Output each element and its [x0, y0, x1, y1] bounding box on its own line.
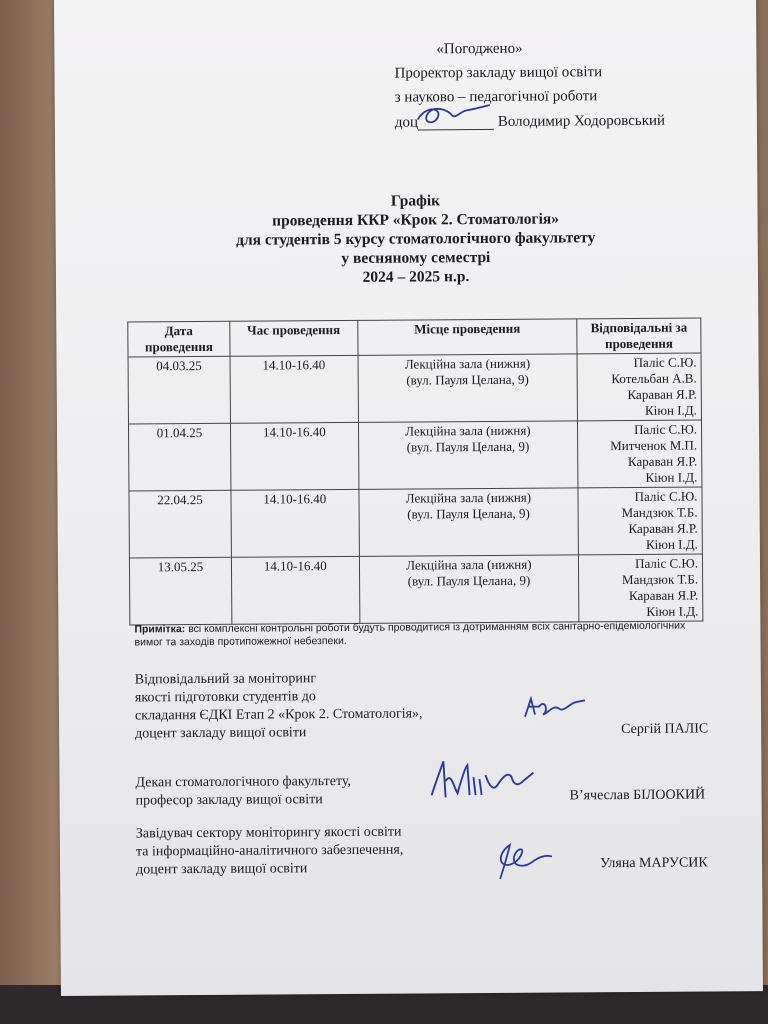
signature-marusyk: [490, 839, 556, 883]
approval-prefix: доц: [394, 114, 419, 131]
title-line-5: 2024 – 2025 н.р.: [362, 268, 470, 286]
approval-signature-line: [395, 108, 665, 135]
cell-time: 14.10-16.40: [231, 489, 359, 557]
note: [134, 619, 714, 649]
responsible-name: Кіюн І.Д.: [645, 469, 698, 485]
cell-place: [358, 354, 578, 423]
cell-place: [358, 421, 578, 490]
responsible-name: Паліс С.Ю.: [633, 354, 697, 370]
responsible-name: Паліс С.Ю.: [634, 488, 698, 504]
signatory-position-line: доцент закладу вищої освіти: [136, 861, 308, 878]
table-row: [129, 554, 702, 625]
cell-responsible: [579, 554, 703, 622]
signatory-position-line: якості підготовки студентів до: [134, 689, 316, 706]
place-address: (вул. Пауля Целана, 9): [406, 438, 530, 455]
title-line-4: у весняному семестрі: [341, 248, 491, 268]
responsible-name: Кіюн І.Д.: [645, 536, 698, 552]
signatory-position-line: Декан стоматологічного факультету,: [135, 773, 352, 791]
responsible-name: Караван Я.Р.: [628, 587, 699, 604]
signatory-name-marusyk: Уляна МАРУСИК: [600, 855, 708, 872]
approval-signature: [418, 109, 494, 131]
responsible-name: Паліс С.Ю.: [634, 421, 698, 437]
signatory-position-line: складання ЄДКІ Етап 2 «Крок 2. Стоматологія»,: [134, 706, 423, 724]
header-place: Місце проведення: [357, 319, 577, 356]
signature-bilookyi: [427, 757, 537, 804]
note-text: всі комплексні контрольні роботи будуть проводитися із дотриманням всіх санітарно-епідеміологічних вимог та заходів протипожежної небезпеки.: [134, 619, 686, 649]
cell-place: [359, 488, 579, 557]
table-row: [128, 353, 701, 424]
schedule-table: [127, 317, 703, 625]
responsible-name: Кіюн І.Д.: [644, 402, 697, 418]
cell-responsible: [578, 420, 702, 488]
place-address: (вул. Пауля Целана, 9): [407, 505, 530, 522]
approval-position-2: з науково – педагогічної роботи: [394, 88, 598, 106]
responsible-name: Паліс С.Ю.: [634, 555, 699, 571]
header-time: Час проведення: [230, 320, 358, 356]
signatory-position-line: Відповідальний за моніторинг: [134, 671, 317, 688]
place-address: (вул. Пауля Целана, 9): [406, 371, 529, 388]
signatory-position-line: Завідувач сектору моніторингу якості освіти: [135, 824, 402, 842]
place-line: Лекційна зала (нижня): [404, 355, 531, 372]
table-header-row: [128, 318, 701, 357]
title-line-3: для студентів 5 курсу стоматологічного факультету: [236, 229, 596, 249]
approval-name: Володимир Ходоровський: [497, 112, 666, 130]
cell-time: 14.10-16.40: [230, 422, 358, 490]
place-line: Лекційна зала (нижня): [405, 489, 532, 506]
cell-responsible: [578, 487, 702, 555]
signatory-position-line: та інформаційно-аналітичного забезпечення,: [135, 842, 404, 860]
cell-date: 01.04.25: [128, 423, 230, 491]
place-line: Лекційна зала (нижня): [405, 422, 531, 439]
responsible-name: Мандзюк Т.Б.: [621, 504, 698, 521]
responsible-name: Кіюн І.Д.: [646, 603, 699, 619]
signatory-name-bilookyi: В’ячеслав БІЛООКИЙ: [569, 787, 706, 804]
approval-heading: «Погоджено»: [436, 40, 523, 58]
responsible-name: Митченок М.П.: [610, 437, 698, 454]
cell-time: 14.10-16.40: [231, 556, 359, 624]
cell-date: 22.04.25: [129, 490, 231, 558]
document-title: [155, 190, 676, 289]
signatory-name-palis: Сергій ПАЛІС: [621, 721, 709, 738]
responsible-name: Котельбан А.В.: [611, 370, 697, 387]
signatory-position-line: професор закладу вищої освіти: [135, 792, 323, 809]
cell-place: [359, 555, 579, 624]
cell-responsible: [577, 353, 701, 421]
place-line: Лекційна зала (нижня): [406, 556, 532, 573]
cell-date: 13.05.25: [129, 557, 231, 625]
cell-date: 04.03.25: [128, 356, 230, 424]
title-line-2: проведення ККР «Крок 2. Стоматологія»: [272, 210, 560, 230]
responsible-name: Мандзюк Т.Б.: [621, 571, 699, 588]
place-address: (вул. Пауля Целана, 9): [407, 572, 531, 589]
signatory-block-1: [135, 669, 423, 743]
responsible-name: Караван Я.Р.: [627, 386, 697, 403]
signatory-block-3: [136, 824, 404, 880]
signatory-position-line: доцент закладу вищої освіти: [135, 725, 307, 742]
approval-position: Проректор закладу вищої освіти: [394, 64, 603, 82]
signatory-block-2: [135, 773, 351, 811]
header-responsible: Відповідальні за проведення: [577, 318, 701, 354]
responsible-name: Караван Я.Р.: [627, 453, 698, 470]
table-row: [128, 420, 701, 491]
responsible-name: Караван Я.Р.: [628, 520, 698, 537]
table-row: [129, 487, 702, 558]
title-line-1: Графік: [390, 192, 441, 210]
cell-time: 14.10-16.40: [230, 355, 358, 423]
document-page: [54, 0, 763, 996]
approval-block: [394, 36, 665, 135]
header-date: Дата проведення: [128, 321, 230, 357]
note-label: Примітка:: [134, 623, 186, 636]
signature-palis: [519, 692, 589, 722]
